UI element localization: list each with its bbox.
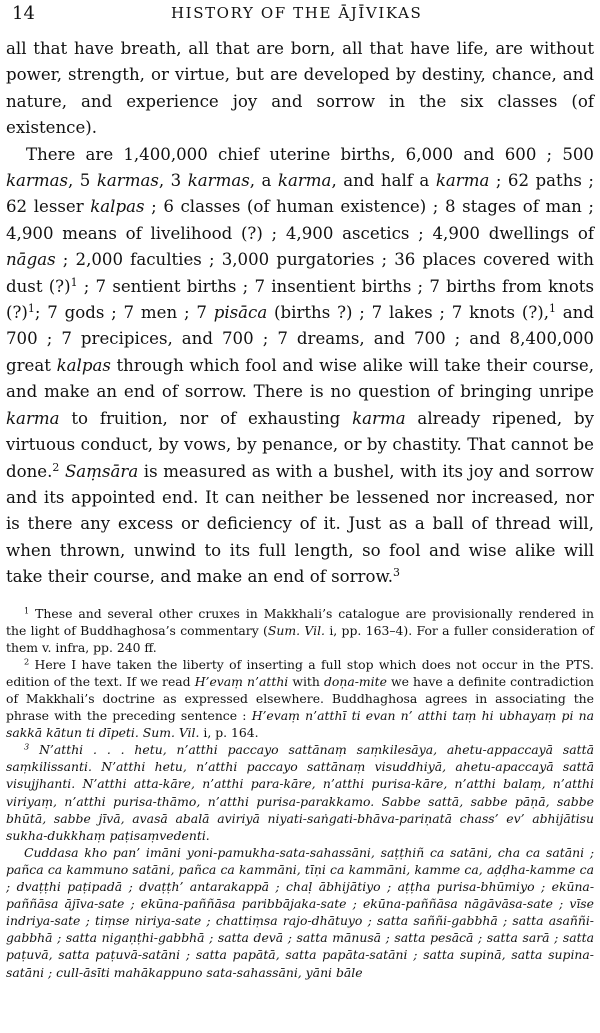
- text-run: ; 7 gods ; 7 men ; 7: [34, 303, 214, 323]
- citation: Sum. Vil.: [267, 622, 325, 638]
- text-run: to fruition, nor of exhausting: [59, 408, 353, 428]
- pali-term: H’evaṃ n’atthi: [194, 673, 289, 689]
- pali-term: doṇa-mite: [323, 673, 387, 689]
- paragraph-1: all that have breath, all that are born, all that have life, are without power, strength, or virtue, but are developed by destiny, chance, and nature, and experience joy and sorrow in the six classes (of existence).: [6, 39, 594, 138]
- text-run: These and several other cruxes in Makkhali’s catalogue are provisionally rendered in the light of Buddhaghosa’s commentary (: [6, 605, 594, 638]
- italic-term: karmas: [96, 171, 159, 191]
- italic-term: Saṃsāra: [64, 461, 139, 481]
- footnote-ref[interactable]: 3: [392, 566, 400, 580]
- italic-term: karmas: [187, 171, 250, 191]
- text-run: (births ?) ; 7 lakes ; 7 knots (?),: [267, 303, 550, 323]
- paragraph-2: [6, 142, 594, 591]
- italic-term: karma: [352, 408, 406, 428]
- text-run: , 3: [158, 171, 188, 191]
- text-run: we have a definite contradiction of Makkhali’s doctrine as expressed elsewhere. Buddhaghosa agrees in associating the phrase with the preceding sentence :: [6, 673, 595, 724]
- italic-term: karma: [277, 171, 332, 191]
- footnotes: [6, 605, 594, 981]
- text-run: i, pp. 163–4). For a fuller consideration of them v. infra, pp. 240 ff.: [6, 622, 594, 655]
- footnote-3: [6, 741, 594, 844]
- text-run: is measured as with a bushel, with its joy and sorrow and its appointed end. It can neither be lessened nor increased, nor is there any excess or deficiency of it. Just as a ball of thread will, when thrown, unwind to its full length, so fool and wise alike will take their course, and make an end of sorrow.: [6, 461, 594, 587]
- page-number: 14: [12, 3, 35, 24]
- text-run: ; 2,000 faculties ; 3,000 purgatories ; 36 places covered with dust (?): [6, 250, 594, 296]
- text-run: ; 7 sentient births ; 7 insentient births ; 7 births from knots (?): [6, 276, 594, 323]
- text-run: and 700 ; 7 precipices, and 700 ; 7 dreams, and 700 ; and 8,400,000 great: [6, 303, 594, 375]
- italic-term: nāgas: [6, 250, 56, 270]
- running-title: HISTORY OF THE ĀJĪVIKAS: [171, 4, 423, 22]
- italic-term: karma: [435, 171, 490, 191]
- pali-quote: H’evaṃ n’atthī ti evan n’ atthi taṃ hi ubhayaṃ pi na sakkā kātun ti dīpeti. Sum. Vil.: [6, 708, 594, 741]
- footnote-ref[interactable]: 2: [52, 460, 60, 474]
- text-run: ; 6 classes (of human existence) ; 8 stages of man ; 4,900 means of livelihood (?) ; 4,900 ascetics ; 4,900 dwellings of: [6, 197, 594, 243]
- text-run: There are 1,400,000 chief uterine births, 6,000 and 600 ; 500: [26, 144, 594, 164]
- footnote-2: [6, 656, 594, 741]
- page-header: [6, 0, 594, 28]
- text-run: , 5: [68, 171, 97, 191]
- text-run: through which fool and wise alike will take their course, and make an end of sorrow. There is no question of bringing unripe: [6, 355, 594, 402]
- footnote-mark: 3: [24, 741, 30, 752]
- italic-term: pisāca: [213, 303, 268, 323]
- footnote-ref[interactable]: 1: [70, 275, 78, 289]
- italic-term: karmas: [6, 171, 69, 191]
- text-run: with: [288, 673, 324, 689]
- footnote-mark: 2: [24, 656, 30, 667]
- text-run: already ripened, by virtuous conduct, by vows, by penance, or by chastity. That cannot be done.: [6, 408, 594, 481]
- footnote-mark: 1: [24, 605, 30, 616]
- footnote-3-continued: Cuddasa kho pan’ imāni yoni-pamukha-sata-sahassāni, saṭṭhiñ ca satāni, cha ca satāni ; pañca ca kammuno satāni, pañca ca kammāni, tīṇi ca kammāni, kamme ca, aḍḍha-kamme ca ; dvaṭṭhi paṭipadā ; dvaṭṭh’ antarakappā ; chaḷ ābhijātiyo ; aṭṭha purisa-bhūmiyo ; ekūna-paññāsa ājīva-sate ; ekūna-paññāsa paribbājaka-sate ; ekūna-paññāsa nāgāvāsa-sate ; vīse indriya-sate ; tiṃse niriya-sate ; chattiṃsa rajo-dhātuyo ; satta saññi-gabbhā ; satta asaññi-gabbhā ; satta nigaṇṭhi-gabbhā ; satta devā ; satta mānusā ; satta pesācā ; satta sarā ; satta paṭuvā, satta paṭuvā-satāni ; satta papātā, satta papāta-satāni ; satta supinā, satta supina-satāni ; cull-āsīti mahākappuno sata-sahassāni, yāni bāle: [6, 844, 594, 980]
- pali-passage: N’atthi . . . hetu, n’atthi paccayo sattānaṃ saṃkilesāya, ahetu-appaccayā sattā saṃkilissanti. N’atthi hetu, n’atthi paccayo sattānaṃ visuddhiyā, ahetu-apaccayā sattā visujjhanti. N’atthi atta-kāre, n’atthi para-kāre, n’atthi purisa-kāre, n’atthi balaṃ, n’atthi viriyaṃ, n’atthi purisa-thāmo, n’atthi purisa-parakkamo. Sabbe sattā, sabbe pāṇā, sabbe bhūtā, sabbe jīvā, avasā abalā aviriyā niyati-saṅgati-bhāva-pariṇatā chass’ ev’ abhijātisu sukha-dukkhaṃ paṭisaṃvedenti.: [6, 742, 594, 843]
- text-run: ; 62 paths ; 62 lesser: [6, 171, 595, 217]
- italic-term: karma: [6, 408, 60, 428]
- text-run: , and half a: [331, 171, 436, 191]
- text-run: Here I have taken the liberty of inserting a full stop which does not occur in the PTS. edition of the text. If we read: [6, 656, 594, 689]
- main-text: [6, 36, 594, 591]
- italic-term: kalpas: [90, 197, 145, 217]
- italic-term: kalpas: [56, 355, 111, 375]
- text-run: i, p. 164.: [199, 725, 259, 741]
- footnote-1: [6, 605, 594, 656]
- text-run: , a: [249, 171, 278, 191]
- footnote-ref[interactable]: 1: [27, 302, 35, 316]
- footnote-ref[interactable]: 1: [549, 302, 556, 316]
